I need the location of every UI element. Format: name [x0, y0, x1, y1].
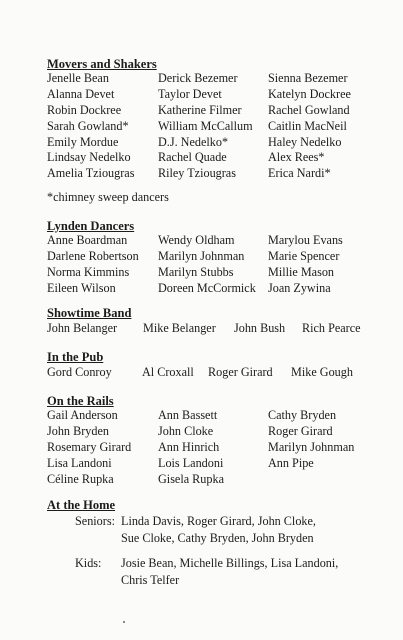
lynden-column-3	[268, 233, 343, 297]
cast-name: Eileen Wilson	[47, 280, 116, 295]
seniors-names	[121, 513, 361, 546]
cast-name: Marilyn Stubbs	[158, 264, 234, 279]
band-member: John Belanger	[47, 321, 118, 335]
cast-name: Cathy Bryden	[268, 408, 337, 422]
band-heading: Showtime Band	[47, 306, 132, 320]
lynden-heading: Lynden Dancers	[47, 219, 135, 233]
cast-name: Sarah Gowland*	[47, 118, 129, 133]
pub-heading: In the Pub	[47, 350, 104, 364]
cast-name: Caitlin MacNeil	[268, 118, 347, 133]
cast-name: Marilyn Johnman	[158, 248, 245, 263]
cast-name: Marie Spencer	[268, 248, 340, 263]
cast-name: Katherine Filmer	[158, 102, 242, 117]
cast-name: Jenelle Bean	[47, 71, 109, 85]
cast-name: Emily Mordue	[47, 134, 119, 149]
pub-member: Mike Gough	[291, 365, 353, 379]
rails-column-3	[268, 408, 354, 472]
kids-label: Kids:	[75, 556, 102, 570]
cast-name: Rachel Gowland	[268, 102, 350, 117]
movers-column-1	[47, 71, 134, 182]
cast-name: Rachel Quade	[158, 150, 227, 165]
cast-name: Millie Mason	[268, 264, 335, 279]
cast-name: Katelyn Dockree	[268, 86, 351, 101]
cast-name: Ann Hinrich	[158, 439, 220, 454]
band-member: Mike Belanger	[143, 321, 216, 335]
cast-name: Lisa Landoni	[47, 455, 112, 470]
cast-name: William McCallum	[158, 118, 253, 133]
band-member: John Bush	[234, 321, 286, 335]
cast-name: Marilyn Johnman	[268, 439, 355, 454]
cast-name: Erica Nardi*	[268, 166, 331, 181]
seniors-line: Linda Davis, Roger Girard, John Cloke,	[121, 514, 316, 528]
pub-member: Roger Girard	[208, 365, 273, 379]
movers-heading: Movers and Shakers	[47, 57, 157, 71]
cast-name: Céline Rupka	[47, 471, 114, 486]
cast-name: Wendy Oldham	[158, 233, 235, 247]
cast-name: John Cloke	[158, 423, 214, 438]
cast-name: Darlene Robertson	[47, 248, 139, 263]
cast-name: Norma Kimmins	[47, 264, 130, 279]
cast-name: Marylou Evans	[268, 233, 343, 247]
cast-name: Anne Boardman	[47, 233, 128, 247]
cast-name: Roger Girard	[268, 423, 333, 438]
cast-name: Riley Tziougras	[158, 166, 236, 181]
rails-heading: On the Rails	[47, 394, 114, 408]
kids-line: Josie Bean, Michelle Billings, Lisa Landoni,	[121, 556, 339, 570]
cast-name: John Bryden	[47, 423, 109, 438]
paper-speck	[123, 621, 125, 623]
cast-name: Alanna Devet	[47, 86, 115, 101]
cast-name: Haley Nedelko	[268, 134, 342, 149]
cast-name: Lindsay Nedelko	[47, 150, 131, 165]
cast-name: D.J. Nedelko*	[158, 134, 229, 149]
kids-line: Chris Telfer	[121, 572, 180, 587]
cast-name: Alex Rees*	[268, 150, 325, 165]
cast-name: Sienna Bezemer	[268, 71, 348, 85]
cast-name: Rosemary Girard	[47, 439, 132, 454]
pub-member: Al Croxall	[142, 365, 194, 379]
cast-name: Ann Bassett	[158, 408, 218, 422]
cast-name: Robin Dockree	[47, 102, 122, 117]
chimney-sweep-note: *chimney sweep dancers	[47, 190, 169, 204]
movers-column-2	[158, 71, 253, 182]
cast-name: Derick Bezemer	[158, 71, 238, 85]
cast-name: Taylor Devet	[158, 86, 222, 101]
home-heading: At the Home	[47, 498, 116, 512]
cast-name: Gail Anderson	[47, 408, 118, 422]
rails-column-1	[47, 408, 131, 487]
lynden-column-2	[158, 233, 256, 297]
cast-name: Amelia Tziougras	[47, 166, 135, 181]
lynden-column-1	[47, 233, 139, 297]
seniors-line: Sue Cloke, Cathy Bryden, John Bryden	[121, 530, 314, 545]
band-member: Rich Pearce	[302, 321, 361, 335]
pub-member: Gord Conroy	[47, 365, 112, 379]
movers-column-3	[268, 71, 351, 182]
rails-column-2	[158, 408, 224, 487]
cast-name: Ann Pipe	[268, 455, 314, 470]
cast-name: Lois Landoni	[158, 455, 224, 470]
seniors-label: Seniors:	[75, 514, 115, 528]
cast-name: Gisela Rupka	[158, 471, 225, 486]
cast-name: Doreen McCormick	[158, 280, 256, 295]
cast-name: Joan Zywina	[268, 280, 331, 295]
kids-names	[121, 555, 361, 588]
